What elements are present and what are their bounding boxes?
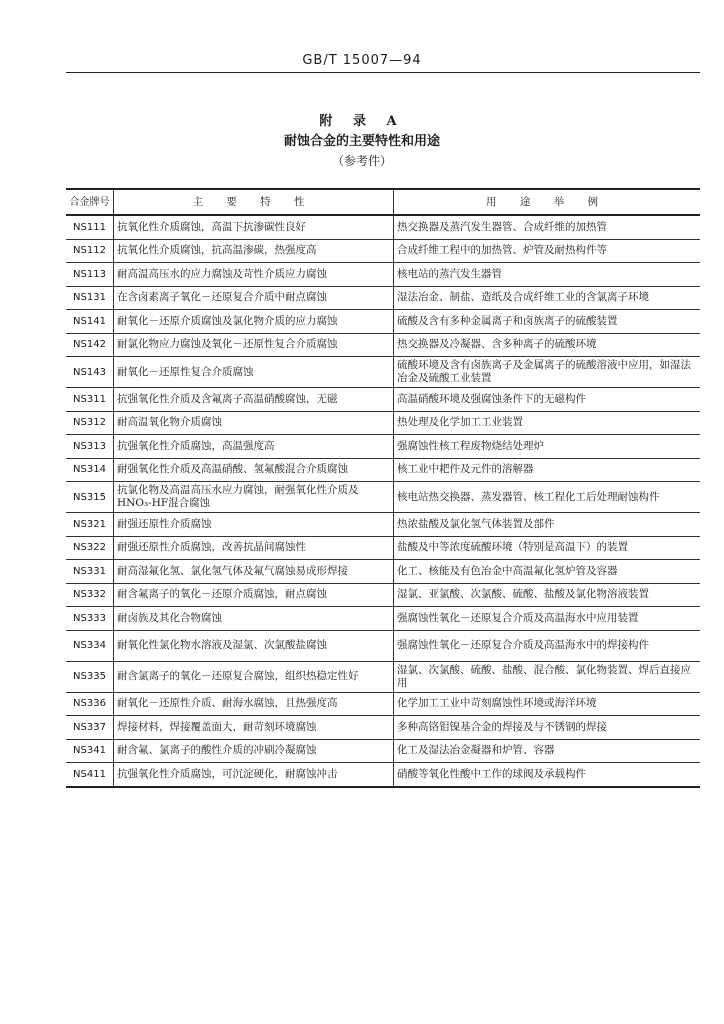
table-row bbox=[66, 357, 700, 388]
table-row bbox=[66, 513, 700, 537]
usage-cell: 热交换器及冷凝器、含多种离子的硫酸环境 bbox=[394, 333, 701, 357]
table-row bbox=[66, 482, 700, 513]
alloy-grade-cell: NS315 bbox=[66, 482, 114, 513]
alloy-grade-cell: NS332 bbox=[66, 583, 114, 607]
table-row bbox=[66, 583, 700, 607]
usage-cell: 合成纤维工程中的加热管、炉管及耐热构件等 bbox=[394, 239, 701, 263]
characteristics-cell: 耐氯化物应力腐蚀及氧化－还原性复合介质腐蚀 bbox=[114, 333, 394, 357]
table-row bbox=[66, 239, 700, 263]
table-header-row bbox=[66, 189, 700, 215]
annex-title: 耐蚀合金的主要特性和用途 bbox=[283, 134, 440, 149]
characteristics-cell: 抗强氧化性介质及含氟离子高温硝酸腐蚀，无磁 bbox=[114, 388, 394, 412]
table-row bbox=[66, 692, 700, 716]
characteristics-cell: 抗强氧化性介质腐蚀，可沉淀硬化，耐腐蚀冲击 bbox=[114, 763, 394, 787]
usage-cell: 湿氯、次氯酸、硫酸、盐酸、混合酸、氯化物装置、焊后直接应用 bbox=[394, 661, 701, 692]
alloy-grade-cell: NS337 bbox=[66, 716, 114, 740]
characteristics-cell: 耐氧化性氯化物水溶液及湿氯、次氯酸盐腐蚀 bbox=[114, 630, 394, 661]
alloy-grade-cell: NS335 bbox=[66, 661, 114, 692]
usage-cell: 湿氯、亚氯酸、次氯酸、硫酸、盐酸及氯化物溶液装置 bbox=[394, 583, 701, 607]
usage-cell: 热浓盐酸及氯化氢气体装置及部件 bbox=[394, 513, 701, 537]
annex-note: （参考件） bbox=[331, 154, 392, 168]
header-usage-examples: 用 途 举 例 bbox=[394, 189, 701, 215]
alloy-grade-cell: NS334 bbox=[66, 630, 114, 661]
characteristics-cell: 耐含氟、氯离子的酸性介质的冲刷冷凝腐蚀 bbox=[114, 739, 394, 763]
usage-cell: 核工业中耙件及元件的溶解器 bbox=[394, 458, 701, 482]
characteristics-cell: 耐高温高压水的应力腐蚀及苛性介质应力腐蚀 bbox=[114, 263, 394, 287]
alloy-grade-cell: NS112 bbox=[66, 239, 114, 263]
table-row bbox=[66, 263, 700, 287]
table-row bbox=[66, 310, 700, 334]
characteristics-cell: 抗氯化物及高温高压水应力腐蚀，耐强氧化性介质及HNO₃-HF混合腐蚀 bbox=[114, 482, 394, 513]
characteristics-cell: 焊接材料，焊接覆盖面大，耐苛刻环境腐蚀 bbox=[114, 716, 394, 740]
characteristics-cell: 耐强还原性介质腐蚀 bbox=[114, 513, 394, 537]
header-main-characteristics: 主 要 特 性 bbox=[114, 189, 394, 215]
usage-cell: 强腐蚀性核工程废物烧结处理炉 bbox=[394, 435, 701, 459]
characteristics-cell: 抗氧化性介质腐蚀，高温下抗渗碳性良好 bbox=[114, 215, 394, 239]
table-row bbox=[66, 388, 700, 412]
characteristics-cell: 耐氧化－还原性复合介质腐蚀 bbox=[114, 357, 394, 388]
alloy-grade-cell: NS322 bbox=[66, 536, 114, 560]
table-row bbox=[66, 661, 700, 692]
usage-cell: 热处理及化学加工工业装置 bbox=[394, 411, 701, 435]
alloy-grade-cell: NS143 bbox=[66, 357, 114, 388]
usage-cell: 强腐蚀性氧化－还原复合介质及高温海水中应用装置 bbox=[394, 607, 701, 631]
table-row bbox=[66, 458, 700, 482]
characteristics-cell: 耐氧化－还原性介质、耐海水腐蚀，且热强度高 bbox=[114, 692, 394, 716]
usage-cell: 高温硝酸环境及强腐蚀条件下的无磁构件 bbox=[394, 388, 701, 412]
alloy-grade-cell: NS141 bbox=[66, 310, 114, 334]
alloy-grade-cell: NS411 bbox=[66, 763, 114, 787]
table-row bbox=[66, 286, 700, 310]
characteristics-cell: 在含卤素离子氧化－还原复合介质中耐点腐蚀 bbox=[114, 286, 394, 310]
usage-cell: 多种高铬钼镍基合金的焊接及与不锈钢的焊接 bbox=[394, 716, 701, 740]
annex-label: 附 录 A bbox=[319, 114, 405, 129]
table-row bbox=[66, 411, 700, 435]
characteristics-cell: 耐含氯离子的氧化－还原复合腐蚀，组织热稳定性好 bbox=[114, 661, 394, 692]
characteristics-cell: 耐氧化－还原介质腐蚀及氯化物介质的应力腐蚀 bbox=[114, 310, 394, 334]
table-row bbox=[66, 435, 700, 459]
alloy-grade-cell: NS331 bbox=[66, 560, 114, 584]
characteristics-cell: 耐高温氧化物介质腐蚀 bbox=[114, 411, 394, 435]
table-row bbox=[66, 536, 700, 560]
alloy-grade-cell: NS336 bbox=[66, 692, 114, 716]
alloy-grade-cell: NS313 bbox=[66, 435, 114, 459]
usage-cell: 核电站热交换器、蒸发器管、核工程化工后处理耐蚀构件 bbox=[394, 482, 701, 513]
alloy-grade-cell: NS142 bbox=[66, 333, 114, 357]
characteristics-cell: 抗氧化性介质腐蚀，抗高温渗碳，热强度高 bbox=[114, 239, 394, 263]
alloy-grade-cell: NS314 bbox=[66, 458, 114, 482]
table-body bbox=[66, 215, 700, 787]
usage-cell: 硫酸环境及含有卤族离子及金属离子的硫酸溶液中应用，如湿法冶金及硫酸工业装置 bbox=[394, 357, 701, 388]
characteristics-cell: 耐高湿氟化氢、氯化氢气体及氟气腐蚀易成形焊接 bbox=[114, 560, 394, 584]
table-row bbox=[66, 630, 700, 661]
usage-cell: 强腐蚀性氧化－还原复合介质及高温海水中的焊接构件 bbox=[394, 630, 701, 661]
standard-code: GB/T 15007—94 bbox=[302, 53, 422, 68]
usage-cell: 硝酸等氧化性酸中工作的球阀及承载构件 bbox=[394, 763, 701, 787]
characteristics-cell: 耐含氟离子的氧化－还原介质腐蚀，耐点腐蚀 bbox=[114, 583, 394, 607]
table-row bbox=[66, 560, 700, 584]
usage-cell: 湿法冶金、制盐、造纸及合成纤维工业的含氯离子环境 bbox=[394, 286, 701, 310]
header-rule bbox=[66, 72, 700, 73]
usage-cell: 硫酸及含有多种金属离子和卤族离子的硫酸装置 bbox=[394, 310, 701, 334]
table-row bbox=[66, 716, 700, 740]
usage-cell: 盐酸及中等浓度硫酸环境（特别是高温下）的装置 bbox=[394, 536, 701, 560]
header-alloy-grade: 合金牌号 bbox=[66, 189, 114, 215]
alloy-table bbox=[66, 188, 700, 788]
characteristics-cell: 耐强氧化性介质及高温硝酸、氢氟酸混合介质腐蚀 bbox=[114, 458, 394, 482]
usage-cell: 化工及湿法冶金凝器和炉管、容器 bbox=[394, 739, 701, 763]
alloy-grade-cell: NS341 bbox=[66, 739, 114, 763]
alloy-grade-cell: NS111 bbox=[66, 215, 114, 239]
table-row bbox=[66, 739, 700, 763]
characteristics-cell: 耐强还原性介质腐蚀，改善抗晶间腐蚀性 bbox=[114, 536, 394, 560]
characteristics-cell: 耐卤族及其化合物腐蚀 bbox=[114, 607, 394, 631]
alloy-grade-cell: NS333 bbox=[66, 607, 114, 631]
usage-cell: 热交换器及蒸汽发生器管、合成纤维的加热管 bbox=[394, 215, 701, 239]
usage-cell: 化工、核能及有色冶金中高温氟化氢炉管及容器 bbox=[394, 560, 701, 584]
alloy-grade-cell: NS311 bbox=[66, 388, 114, 412]
characteristics-cell: 抗强氧化性介质腐蚀，高温强度高 bbox=[114, 435, 394, 459]
table-row bbox=[66, 215, 700, 239]
usage-cell: 化学加工工业中苛刻腐蚀性环境或海洋环境 bbox=[394, 692, 701, 716]
alloy-grade-cell: NS321 bbox=[66, 513, 114, 537]
table-row bbox=[66, 333, 700, 357]
table-row bbox=[66, 607, 700, 631]
table-row bbox=[66, 763, 700, 787]
usage-cell: 核电站的蒸汽发生器管 bbox=[394, 263, 701, 287]
alloy-grade-cell: NS312 bbox=[66, 411, 114, 435]
alloy-grade-cell: NS131 bbox=[66, 286, 114, 310]
alloy-grade-cell: NS113 bbox=[66, 263, 114, 287]
